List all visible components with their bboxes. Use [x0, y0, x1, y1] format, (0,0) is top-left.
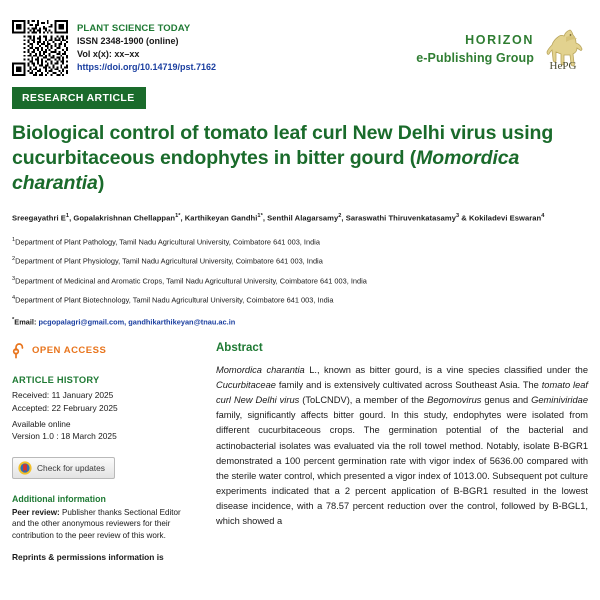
article-history-body: [12, 389, 192, 442]
abstract-species-2: Cucurbitaceae: [216, 380, 276, 391]
journal-volume: Vol x(x): xx–xx: [77, 49, 140, 60]
badge-row: [12, 87, 588, 109]
affiliation-marker: 3: [12, 275, 16, 282]
peer-review-label: Peer review:: [12, 507, 60, 517]
peer-review-text: Publisher thanks Sectional Editor and the other anonymous reviewers for their contribution to the peer review of this work.: [12, 507, 181, 540]
accepted-date: Accepted: 22 February 2025: [12, 402, 118, 413]
abstract-text-2: family and is extensively cultivated across Southeast Asia. The: [275, 380, 542, 391]
abstract-species-1: Momordica charantia: [216, 365, 305, 376]
abstract-text-4: genus and: [481, 395, 532, 406]
email-marker: *: [12, 316, 15, 323]
corresponding-email-line: [12, 317, 588, 326]
reprints-permissions-text: Reprints & permissions information is: [12, 552, 164, 563]
affiliation-item: [12, 256, 588, 266]
publisher-logo-text: HePG: [549, 60, 577, 72]
affiliation-marker: 4: [12, 295, 16, 302]
abstract-virus-name: tomato leaf curl New Delhi virus: [216, 380, 589, 406]
version-line: Version 1.0 : 18 March 2025: [12, 431, 117, 442]
qr-code-icon[interactable]: [12, 20, 68, 76]
affiliation-list: [12, 237, 588, 306]
research-article-badge: RESEARCH ARTICLE: [12, 87, 146, 109]
journal-issn: ISSN 2348-1900 (online): [77, 36, 179, 47]
abstract-body: [216, 363, 588, 529]
masthead-left: [12, 20, 216, 76]
additional-information-heading: Additional information: [12, 493, 106, 504]
affiliation-text: Department of Plant Pathology, Tamil Nadu Agricultural University, Coimbatore 641 003, India: [15, 237, 320, 247]
affiliation-marker: 2: [12, 256, 16, 263]
content-columns: [12, 342, 588, 564]
abstract-family: Geminiviridae: [531, 395, 588, 406]
griffin-logo-icon: [540, 26, 586, 72]
abstract-column: [216, 342, 588, 564]
affiliation-item: [12, 237, 588, 247]
abstract-genus: Begomovirus: [427, 395, 482, 406]
affiliation-marker: 1: [12, 237, 16, 244]
title-species: Momordica charantia: [12, 146, 520, 194]
page-title: [12, 121, 588, 196]
abstract-text-3: (ToLCNDV), a member of the: [299, 395, 428, 406]
open-access-label: OPEN ACCESS: [32, 345, 107, 357]
check-for-updates-label: Check for updates: [37, 462, 105, 473]
affiliation-text: Department of Plant Biotechnology, Tamil Nadu Agricultural University, Coimbatore 641 003, India: [15, 295, 334, 305]
publisher-name-line2: e-Publishing Group: [416, 51, 534, 65]
affiliation-text: Department of Plant Physiology, Tamil Nadu Agricultural University, Coimbatore 641 003, India: [15, 256, 323, 266]
author-list: Sreegayathri $E^1$, Gopalakrishnan Chellappan$^{1*}$, Karthikeyan Gandhi$^{1*}$, Senthil Alagarsamy$^2$, Saraswathi Thiruvenkatasamy$^3$ & Kokiladevi Eswaran$^4$: [12, 212, 545, 223]
journal-info: [77, 20, 216, 74]
publisher-branding: [416, 20, 588, 72]
publisher-name: [416, 31, 534, 67]
open-lock-icon: [12, 342, 26, 359]
peer-review-note: [12, 507, 192, 541]
email-label: Email:: [14, 317, 37, 327]
abstract-heading: Abstract: [216, 342, 263, 355]
affiliation-item: [12, 276, 588, 286]
available-online-label: Available online: [12, 418, 71, 429]
affiliation-text: Department of Medicinal and Aromatic Crops, Tamil Nadu Agricultural University, Coimbatore 641 003, India: [15, 276, 367, 286]
sidebar-column: [12, 342, 192, 564]
check-for-updates-button[interactable]: [12, 457, 115, 479]
article-history-heading: ARTICLE HISTORY: [12, 375, 100, 386]
title-tail: ): [97, 171, 105, 194]
abstract-text-1: L., known as bitter gourd, is a vine species classified under the: [304, 365, 588, 376]
journal-doi-link[interactable]: https://doi.org/10.14719/pst.7162: [77, 62, 217, 73]
publisher-name-line1: HORIZON: [465, 32, 534, 47]
received-date: Received: 11 January 2025: [12, 390, 114, 401]
title-main: Biological control of tomato leaf curl New Delhi virus using cucurbitaceous endophytes in bitter gourd (: [12, 122, 554, 169]
email-addresses[interactable]: pcgopalagri@gmail.com, gandhikarthikeyan@tnau.ac.in: [38, 317, 236, 327]
masthead: [12, 0, 588, 76]
crossmark-icon: [18, 461, 32, 475]
journal-name: PLANT SCIENCE TODAY: [77, 23, 191, 34]
affiliation-item: [12, 295, 588, 305]
open-access-row: [12, 342, 192, 359]
abstract-text-5: family, significantly affects bitter gourd. In this study, endophytes were isolated from different cucurbitaceous crops. The germination potential of the bacterial and actinobacterial isolates was evaluated via the roll towel method. Notably, isolate B-BGR1 demonstrated a 100 percent germination rate with vigor index of 5636.00 compared with the sterile water control, which presented a vigor index of 1013.00. Subsequent pot culture experiments indicated that a 2 percent application of B-BGR1 resulted in the lowest disease incidence, with a 78.57 percent reduction over the control, followed by B-BGL1, which showed a: [216, 410, 588, 526]
